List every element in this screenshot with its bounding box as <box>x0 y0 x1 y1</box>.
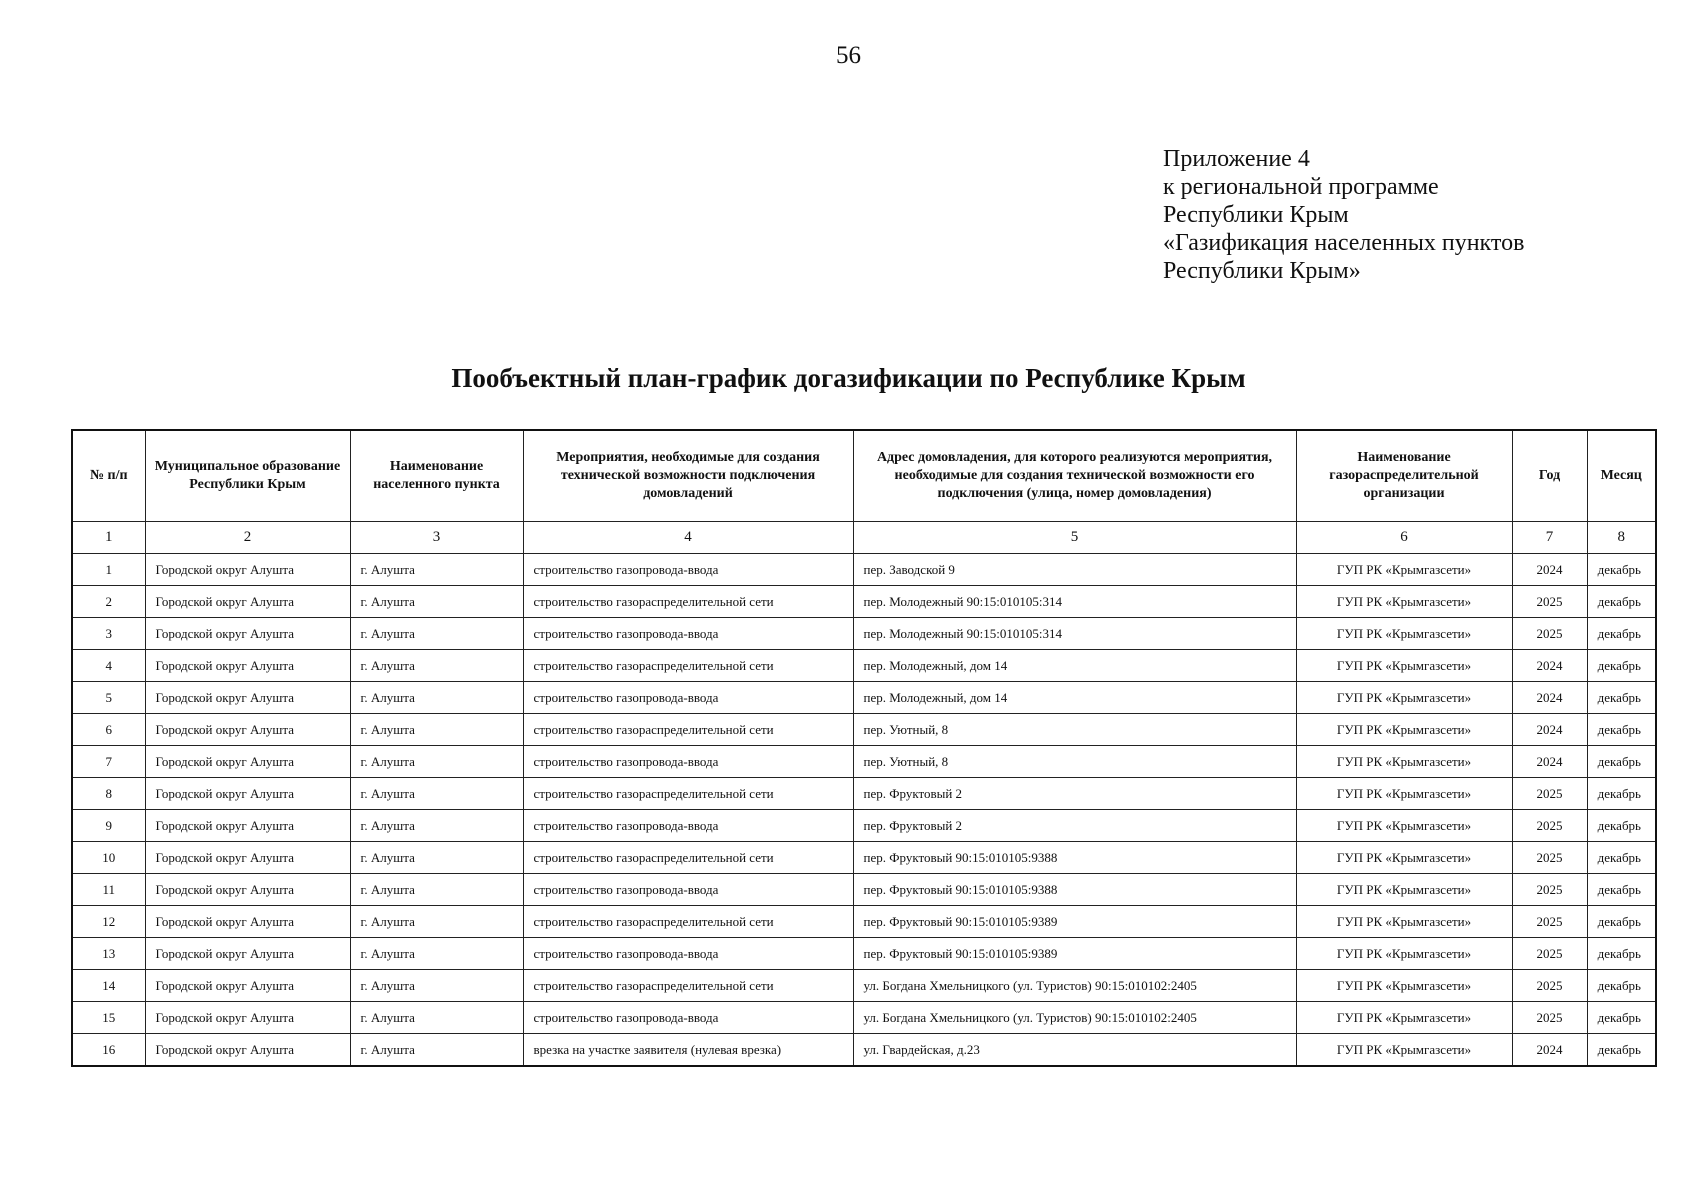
year-cell: 2024 <box>1512 1034 1587 1067</box>
settlement-cell: г. Алушта <box>350 1034 523 1067</box>
activity-cell: строительство газораспределительной сети <box>523 970 853 1002</box>
organization-cell: ГУП РК «Крымгазсети» <box>1296 906 1512 938</box>
municipality-cell: Городской округ Алушта <box>145 778 350 810</box>
column-number: 7 <box>1512 522 1587 554</box>
activity-cell: строительство газопровода-ввода <box>523 746 853 778</box>
appendix-line: к региональной программе <box>1163 174 1439 200</box>
organization-cell: ГУП РК «Крымгазсети» <box>1296 970 1512 1002</box>
month-cell: декабрь <box>1587 1034 1656 1067</box>
activity-cell: строительство газопровода-ввода <box>523 554 853 586</box>
address-cell: пер. Молодежный 90:15:010105:314 <box>853 586 1296 618</box>
settlement-cell: г. Алушта <box>350 874 523 906</box>
row-number: 8 <box>72 778 145 810</box>
address-cell: пер. Фруктовый 90:15:010105:9388 <box>853 874 1296 906</box>
table-row <box>72 618 1656 650</box>
address-cell: ул. Богдана Хмельницкого (ул. Туристов) 90:15:010102:2405 <box>853 970 1296 1002</box>
address-cell: пер. Заводской 9 <box>853 554 1296 586</box>
table-row <box>72 682 1656 714</box>
row-number: 13 <box>72 938 145 970</box>
address-cell: ул. Богдана Хмельницкого (ул. Туристов) 90:15:010102:2405 <box>853 1002 1296 1034</box>
municipality-cell: Городской округ Алушта <box>145 906 350 938</box>
municipality-cell: Городской округ Алушта <box>145 842 350 874</box>
settlement-cell: г. Алушта <box>350 554 523 586</box>
address-cell: пер. Фруктовый 90:15:010105:9388 <box>853 842 1296 874</box>
table-body <box>72 554 1656 1067</box>
table-header-row <box>72 430 1656 522</box>
activity-cell: строительство газораспределительной сети <box>523 650 853 682</box>
organization-cell: ГУП РК «Крымгазсети» <box>1296 778 1512 810</box>
row-number: 15 <box>72 1002 145 1034</box>
row-number: 5 <box>72 682 145 714</box>
row-number: 14 <box>72 970 145 1002</box>
month-cell: декабрь <box>1587 874 1656 906</box>
header-cell: Год <box>1512 430 1587 522</box>
row-number: 10 <box>72 842 145 874</box>
activity-cell: строительство газораспределительной сети <box>523 586 853 618</box>
settlement-cell: г. Алушта <box>350 650 523 682</box>
activity-cell: строительство газопровода-ввода <box>523 938 853 970</box>
table-row <box>72 1034 1656 1067</box>
column-number: 2 <box>145 522 350 554</box>
address-cell: пер. Уютный, 8 <box>853 714 1296 746</box>
activity-cell: строительство газораспределительной сети <box>523 842 853 874</box>
year-cell: 2025 <box>1512 1002 1587 1034</box>
address-cell: пер. Фруктовый 90:15:010105:9389 <box>853 906 1296 938</box>
appendix-line: Республики Крым» <box>1163 258 1361 284</box>
municipality-cell: Городской округ Алушта <box>145 746 350 778</box>
column-number: 8 <box>1587 522 1656 554</box>
month-cell: декабрь <box>1587 586 1656 618</box>
year-cell: 2025 <box>1512 938 1587 970</box>
municipality-cell: Городской округ Алушта <box>145 938 350 970</box>
activity-cell: строительство газораспределительной сети <box>523 778 853 810</box>
document-title: Пообъектный план-график догазификации по Республике Крым <box>451 363 1246 393</box>
table-row <box>72 1002 1656 1034</box>
header-cell: № п/п <box>72 430 145 522</box>
activity-cell: строительство газопровода-ввода <box>523 618 853 650</box>
organization-cell: ГУП РК «Крымгазсети» <box>1296 874 1512 906</box>
appendix-line: «Газификация населенных пунктов <box>1163 230 1525 256</box>
table-row <box>72 746 1656 778</box>
month-cell: декабрь <box>1587 842 1656 874</box>
month-cell: декабрь <box>1587 810 1656 842</box>
column-number: 6 <box>1296 522 1512 554</box>
year-cell: 2025 <box>1512 970 1587 1002</box>
header-cell: Наименование газораспределительной организации <box>1296 430 1512 522</box>
month-cell: декабрь <box>1587 618 1656 650</box>
year-cell: 2025 <box>1512 586 1587 618</box>
organization-cell: ГУП РК «Крымгазсети» <box>1296 842 1512 874</box>
activity-cell: строительство газопровода-ввода <box>523 874 853 906</box>
settlement-cell: г. Алушта <box>350 970 523 1002</box>
appendix-line: Республики Крым <box>1163 202 1349 228</box>
organization-cell: ГУП РК «Крымгазсети» <box>1296 586 1512 618</box>
table-row <box>72 714 1656 746</box>
settlement-cell: г. Алушта <box>350 682 523 714</box>
month-cell: декабрь <box>1587 682 1656 714</box>
header-cell: Адрес домовладения, для которого реализуются мероприятия, необходимые для создания технической возможности его подключения (улица, номер домовладения) <box>853 430 1296 522</box>
activity-cell: врезка на участке заявителя (нулевая врезка) <box>523 1034 853 1067</box>
page-number: 56 <box>836 42 861 69</box>
month-cell: декабрь <box>1587 746 1656 778</box>
column-number: 3 <box>350 522 523 554</box>
organization-cell: ГУП РК «Крымгазсети» <box>1296 618 1512 650</box>
table-row <box>72 554 1656 586</box>
header-cell: Муниципальное образование Республики Крым <box>145 430 350 522</box>
appendix-note <box>1163 145 1524 285</box>
table-row <box>72 778 1656 810</box>
activity-cell: строительство газопровода-ввода <box>523 810 853 842</box>
address-cell: пер. Фруктовый 2 <box>853 778 1296 810</box>
year-cell: 2024 <box>1512 650 1587 682</box>
municipality-cell: Городской округ Алушта <box>145 810 350 842</box>
year-cell: 2024 <box>1512 746 1587 778</box>
settlement-cell: г. Алушта <box>350 810 523 842</box>
month-cell: декабрь <box>1587 778 1656 810</box>
table-row <box>72 810 1656 842</box>
activity-cell: строительство газопровода-ввода <box>523 682 853 714</box>
year-cell: 2024 <box>1512 682 1587 714</box>
address-cell: пер. Уютный, 8 <box>853 746 1296 778</box>
address-cell: пер. Молодежный, дом 14 <box>853 650 1296 682</box>
settlement-cell: г. Алушта <box>350 778 523 810</box>
address-cell: пер. Молодежный 90:15:010105:314 <box>853 618 1296 650</box>
address-cell: пер. Фруктовый 2 <box>853 810 1296 842</box>
row-number: 9 <box>72 810 145 842</box>
month-cell: декабрь <box>1587 938 1656 970</box>
municipality-cell: Городской округ Алушта <box>145 586 350 618</box>
column-number: 4 <box>523 522 853 554</box>
municipality-cell: Городской округ Алушта <box>145 970 350 1002</box>
organization-cell: ГУП РК «Крымгазсети» <box>1296 714 1512 746</box>
year-cell: 2025 <box>1512 810 1587 842</box>
address-cell: ул. Гвардейская, д.23 <box>853 1034 1296 1067</box>
month-cell: декабрь <box>1587 650 1656 682</box>
month-cell: декабрь <box>1587 554 1656 586</box>
municipality-cell: Городской округ Алушта <box>145 682 350 714</box>
month-cell: декабрь <box>1587 1002 1656 1034</box>
appendix-line: Приложение 4 <box>1163 146 1310 172</box>
settlement-cell: г. Алушта <box>350 1002 523 1034</box>
table-row <box>72 906 1656 938</box>
municipality-cell: Городской округ Алушта <box>145 618 350 650</box>
settlement-cell: г. Алушта <box>350 938 523 970</box>
month-cell: декабрь <box>1587 906 1656 938</box>
settlement-cell: г. Алушта <box>350 842 523 874</box>
organization-cell: ГУП РК «Крымгазсети» <box>1296 810 1512 842</box>
municipality-cell: Городской округ Алушта <box>145 650 350 682</box>
organization-cell: ГУП РК «Крымгазсети» <box>1296 1002 1512 1034</box>
organization-cell: ГУП РК «Крымгазсети» <box>1296 650 1512 682</box>
row-number: 12 <box>72 906 145 938</box>
header-cell: Наименование населенного пункта <box>350 430 523 522</box>
municipality-cell: Городской округ Алушта <box>145 714 350 746</box>
municipality-cell: Городской округ Алушта <box>145 874 350 906</box>
settlement-cell: г. Алушта <box>350 586 523 618</box>
municipality-cell: Городской округ Алушта <box>145 1034 350 1067</box>
settlement-cell: г. Алушта <box>350 746 523 778</box>
address-cell: пер. Фруктовый 90:15:010105:9389 <box>853 938 1296 970</box>
year-cell: 2025 <box>1512 874 1587 906</box>
row-number: 11 <box>72 874 145 906</box>
settlement-cell: г. Алушта <box>350 714 523 746</box>
row-number: 3 <box>72 618 145 650</box>
row-number: 7 <box>72 746 145 778</box>
column-number: 1 <box>72 522 145 554</box>
municipality-cell: Городской округ Алушта <box>145 554 350 586</box>
year-cell: 2024 <box>1512 554 1587 586</box>
table-row <box>72 842 1656 874</box>
row-number: 16 <box>72 1034 145 1067</box>
organization-cell: ГУП РК «Крымгазсети» <box>1296 1034 1512 1067</box>
row-number: 1 <box>72 554 145 586</box>
settlement-cell: г. Алушта <box>350 618 523 650</box>
activity-cell: строительство газораспределительной сети <box>523 714 853 746</box>
organization-cell: ГУП РК «Крымгазсети» <box>1296 682 1512 714</box>
organization-cell: ГУП РК «Крымгазсети» <box>1296 746 1512 778</box>
column-number-row <box>72 522 1656 554</box>
row-number: 4 <box>72 650 145 682</box>
activity-cell: строительство газораспределительной сети <box>523 906 853 938</box>
table-row <box>72 970 1656 1002</box>
table-row <box>72 938 1656 970</box>
municipality-cell: Городской округ Алушта <box>145 1002 350 1034</box>
row-number: 2 <box>72 586 145 618</box>
header-cell: Месяц <box>1587 430 1656 522</box>
header-cell: Мероприятия, необходимые для создания технической возможности подключения домовладений <box>523 430 853 522</box>
column-number: 5 <box>853 522 1296 554</box>
year-cell: 2025 <box>1512 906 1587 938</box>
year-cell: 2025 <box>1512 778 1587 810</box>
year-cell: 2025 <box>1512 618 1587 650</box>
year-cell: 2025 <box>1512 842 1587 874</box>
gasification-plan-table <box>71 429 1657 1067</box>
month-cell: декабрь <box>1587 714 1656 746</box>
organization-cell: ГУП РК «Крымгазсети» <box>1296 554 1512 586</box>
month-cell: декабрь <box>1587 970 1656 1002</box>
year-cell: 2024 <box>1512 714 1587 746</box>
table-row <box>72 586 1656 618</box>
settlement-cell: г. Алушта <box>350 906 523 938</box>
activity-cell: строительство газопровода-ввода <box>523 1002 853 1034</box>
table-row <box>72 650 1656 682</box>
row-number: 6 <box>72 714 145 746</box>
organization-cell: ГУП РК «Крымгазсети» <box>1296 938 1512 970</box>
table-row <box>72 874 1656 906</box>
address-cell: пер. Молодежный, дом 14 <box>853 682 1296 714</box>
